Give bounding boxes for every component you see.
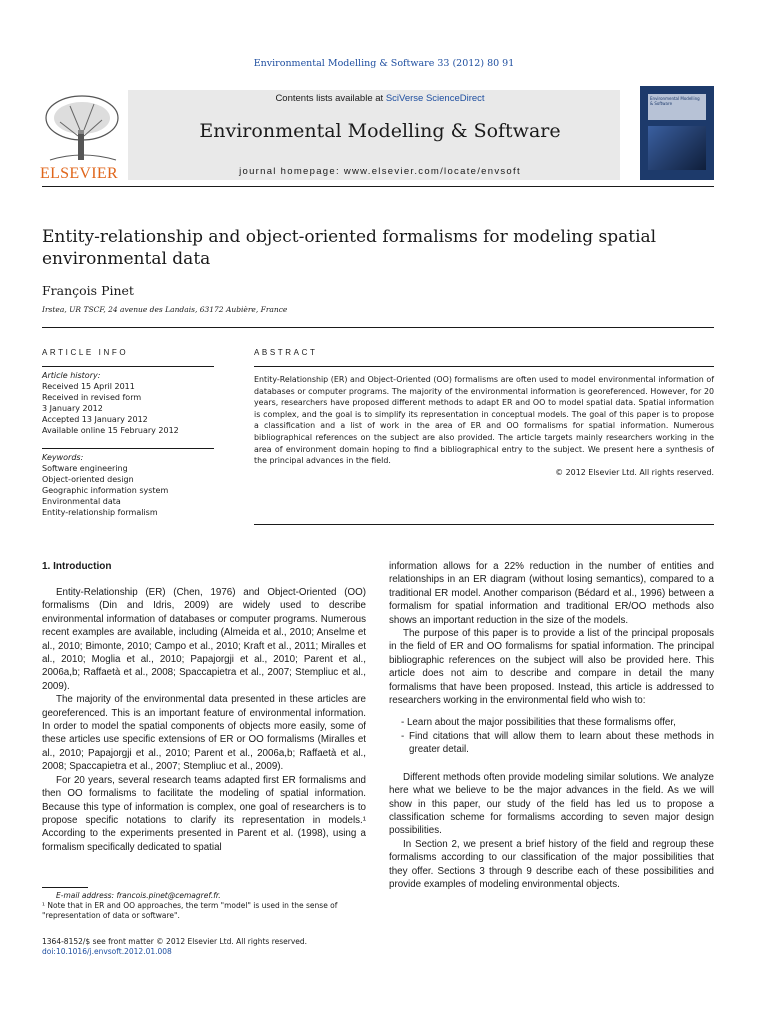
keyword-item: Object-oriented design [42,475,134,484]
page-footer [42,937,372,957]
journal-reference[interactable]: Environmental Modelling & Software 33 (2012) 80 91 [253,58,515,69]
intro-paragraph: The purpose of this paper is to provide a list of the principal proposals in the field of ER and OO formalisms for spatial information. The principal bibliographic references on the subject will also be provided here. This article does not aim to describe and compare in detail the many formalisms that have been proposed. Instead, this article is addressed to researchers working in the environmental field who wish to: [389,628,714,707]
publisher-wordmark: ELSEVIER [40,165,118,182]
keyword-item: Environmental data [42,497,121,506]
intro-paragraph: For 20 years, several research teams adapted first ER formalisms and then OO formalisms to facilitate the modeling of spatial information. Because this type of information is complex, one goal of researchers is to propose specific notations to clarify its representation in models.¹ According to the experiments presented in Parent et al. (1998), using a formalism specifically dedicated to spatial [42,774,366,853]
keywords-label: Keywords: [42,453,84,462]
introduction-heading: 1. Introduction [42,561,112,572]
history-item: Available online 15 February 2012 [42,426,179,435]
history-item: 3 January 2012 [42,404,103,413]
title-rule [42,327,714,328]
article-title: Entity-relationship and object-oriented formalisms for modeling spatial environmental data [42,227,657,269]
author-affiliation: Irstea, UR TSCF, 24 avenue des Landais, 63172 Aubière, France [42,305,288,314]
list-item: - Find citations that will allow them to learn about these methods in greater detail. [401,730,714,756]
footnote-rule [42,887,88,888]
contents-prefix: Contents lists available at [275,93,386,104]
article-info-heading: ARTICLE INFO [42,348,129,357]
journal-homepage[interactable]: journal homepage: www.elsevier.com/locate/envsoft [239,166,521,177]
abstract-text: Entity-Relationship (ER) and Object-Oriented (OO) formalisms are often used to model environmental information of databases or computer programs. The majority of the environmental information is georeferenced. However, for 20 years, researchers have proposed different methods to adapt ER and OO to model spatial data. Spatial information is complex, and the goal is to simplify its representation in conceptual models. The goal of this paper is to propose a classification and a list of work in the area of ER and OO formalisms for spatial information. Numerous bibliographical references on the subject are also provided. The article targets mainly researchers working in the area of environment domain hoping to find a bibliographical entry to the subject. We present here a synthesis of the principal advances in the field. [254,375,714,466]
intro-paragraph: Entity-Relationship (ER) (Chen, 1976) and Object-Oriented (OO) formalisms (Din and Idris, 2009) are widely used to describe environmental information of databases or computer programs. Numerous recent examples are available, including (Almeida et al., 2010; Anselme et al., 2010; Bimonte, 2010; Campo et al., 2010; Kraft et al., 2011; Miralles et al., 2010; Moglia et al., 2010; Papajorgji et al., 2010; Parent et al., 2006a,b; Raffaetà et al., 2008; Spaccapietra et al., 2007; Stempliuc et al., 2009). [42,587,366,692]
article-info-rule [42,366,214,367]
history-item: Accepted 13 January 2012 [42,415,148,424]
right-column [389,560,714,891]
abstract-rule [254,366,714,367]
intro-paragraph: In Section 2, we present a brief history of the field and regroup these formalisms according to our classification of the major possibilities that they offer. Sections 3 through 9 describe each of these possibilities and provide examples of modeling environmental objects. [389,838,714,890]
keywords-rule [42,448,214,449]
left-column [42,586,366,854]
sciencedirect-link[interactable]: SciVerse ScienceDirect [385,93,485,104]
intro-paragraph: The majority of the environmental data presented in these articles are georeferenced. This is an important feature of environmental information. In order to model the spatial components of objects more easily, some of these articles use specific extensions of ER or OO formalisms (Miralles et al., 2010; Papajorgji et al., 2010; Parent et al., 2006a,b; Raffaetà et al., 2008; Spaccapietra et al., 2007; Stempliuc et al., 2009). [42,694,366,773]
issn-line: 1364-8152/$ see front matter © 2012 Elsevier Ltd. All rights reserved. [42,937,308,946]
history-item: Received 15 April 2011 [42,382,135,391]
history-label: Article history: [42,371,101,380]
keyword-item: Geographic information system [42,486,169,495]
article-history [42,370,217,436]
goals-list [389,716,714,756]
footnote-1: ¹ Note that in ER and OO approaches, the term "model" is used in the sense of "representation of data or software". [42,901,338,920]
cover-title: Environmental Modelling & Software [650,96,700,106]
abstract-copyright: © 2012 Elsevier Ltd. All rights reserved. [555,467,714,477]
intro-paragraph: Different methods often provide modeling similar solutions. We analyze here what we believe to be the major advances in the field. As we will show in this paper, our study of the field has led us to propose a classification scheme for formalisms according to seven major design possibilities. [389,771,714,837]
journal-title: Environmental Modelling & Software [199,120,561,142]
abstract-body [254,374,714,478]
author-email[interactable]: E-mail address: francois.pinet@cemagref.fr. [56,891,221,900]
list-item: - Learn about the major possibilities that these formalisms offer, [401,717,676,729]
doi-link[interactable]: doi:10.1016/j.envsoft.2012.01.008 [42,947,172,956]
article-author[interactable]: François Pinet [42,283,134,298]
keywords-block [42,452,217,518]
journal-cover-image [640,86,714,180]
history-item: Received in revised form [42,393,142,402]
abstract-bottom-rule [254,524,714,525]
abstract-heading: ABSTRACT [254,348,318,357]
intro-paragraph: information allows for a 22% reduction in the number of entities and relationships in an ER diagram (without losing semantics), compared to a traditional ER model. Another comparison (Bédard et al., 1996) between a formalism for spatial information and traditional ER/OO methods also shows an important reduction in the size of the models. [389,561,714,626]
footnotes [42,891,366,921]
header-rule [42,186,714,187]
contents-line [128,93,632,104]
keyword-item: Software engineering [42,464,128,473]
keyword-item: Entity-relationship formalism [42,508,158,517]
